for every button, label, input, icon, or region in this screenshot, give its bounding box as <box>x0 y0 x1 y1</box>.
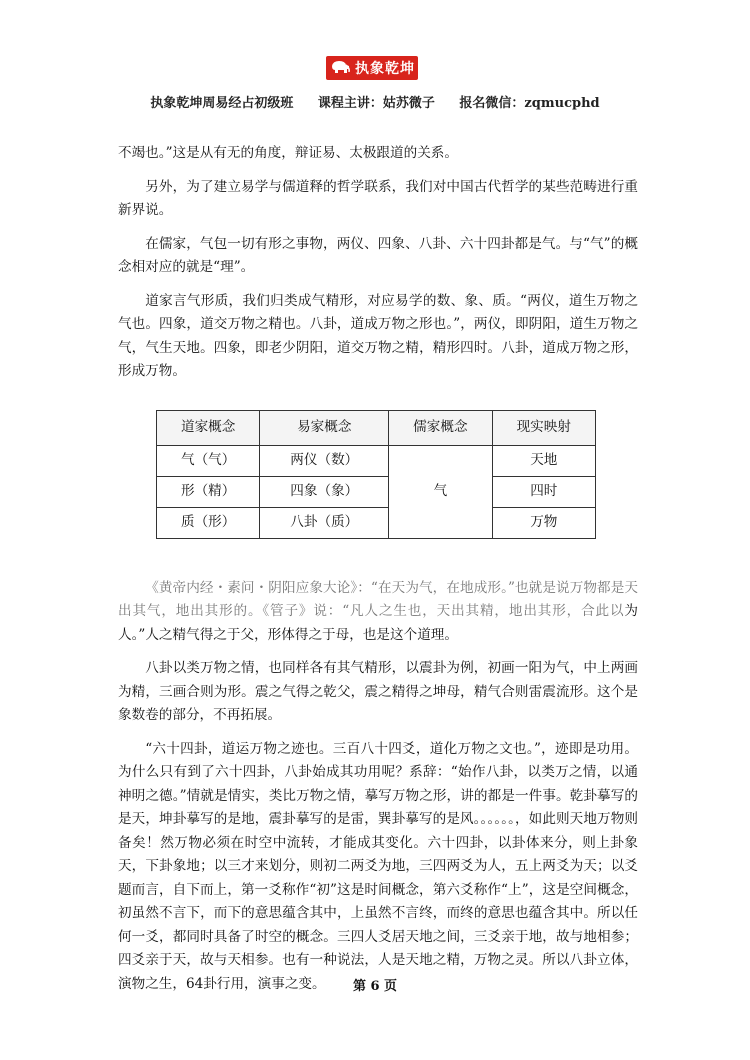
course-title: 执象乾坤周易经占初级班 <box>150 96 294 111</box>
paragraph: 八卦以类万物之情，也同样各有其气精形，以震卦为例，初画一阳为气，中上两画为精，三画合则为形。震之气得之乾父，震之精得之坤母，精气合则雷震流形。这个是象数卷的部分，不再拓展。 <box>118 660 638 723</box>
brand-logo <box>326 56 418 80</box>
table-header-cell: 现实映射 <box>492 410 595 445</box>
paragraph <box>118 577 638 648</box>
table-header-cell: 易家概念 <box>260 410 389 445</box>
page-header <box>0 92 750 111</box>
document-body <box>118 142 638 1006</box>
logo-text: 执象乾坤 <box>355 61 415 77</box>
page-number: 第 6 页 <box>352 979 398 994</box>
table-cell: 形（精） <box>157 476 260 507</box>
table-row <box>157 445 596 476</box>
table-cell: 天地 <box>492 445 595 476</box>
paragraph: 道家言气形质，我们归类成气精形，对应易学的数、象、质。“两仪，道生万物之气也。四象，道交万物之精也。八卦，道成万物之形也。”，两仪，即阴阳，道生万物之气，气生天地。四象，即老少阴阳，道交万物之精，精形四时。八卦，道成万物之形，形成万物。 <box>118 292 638 379</box>
elephant-icon <box>329 58 351 78</box>
table-cell: 四象（象） <box>260 476 389 507</box>
course-teacher: 课程主讲：姑苏微子 <box>317 96 435 111</box>
paragraph: “六十四卦，道运万物之迹也。三百八十四爻，道化万物之文也。”，迹即是功用。为什么只有到了六十四卦，八卦始成其功用呢？系辞：“始作八卦，以类万之情，以通神明之德。”情就是情实，类比万物之情，摹写万物之形，讲的都是一件事。乾卦摹写的是天，坤卦摹写的是地，震卦摹写的是雷，巽卦摹写的是风。。。。。。，如此则天地万物则备矣！然万物必须在时空中流转，才能成其变化。六十四卦，以卦体来分，则上卦象天，下卦象地；以三才来划分，则初二两爻为地，三四两爻为人，五上两爻为天；以爻题而言，自下而上，第一爻称作“初”这是时间概念，第六爻称作“上”，这是空间概念，初虽然不言下，而下的意思蕴含其中，上虽然不言终，而终的意思也蕴含其中。所以任何一爻，都同时具备了时空的概念。三四人爻居天地之间，三爻亲于地，故与地相参；四爻亲于天，故与天相参。也有一种说法，人是天地之精，万物之灵。所以八卦立体，演物之生，64卦行用，演事之变。 <box>118 740 638 992</box>
table-cell: 气（气） <box>157 445 260 476</box>
table-cell: 两仪（数） <box>260 445 389 476</box>
concept-table <box>156 410 596 539</box>
table-row <box>157 507 596 538</box>
table-merged-cell: 气 <box>389 445 492 538</box>
paragraph: 不竭也。”这是从有无的角度，辩证易、太极跟道的关系。 <box>118 145 458 161</box>
table-cell: 八卦（质） <box>260 507 389 538</box>
paragraph-text: 为人。”人之精气得之于父，形体得之于母，也是这个道理。 <box>118 603 638 643</box>
paragraph: 另外，为了建立易学与儒道释的哲学联系，我们对中国古代哲学的某些范畴进行重新界说。 <box>118 178 638 218</box>
course-wechat: 报名微信：zqmucphd <box>459 96 600 111</box>
table-cell: 万物 <box>492 507 595 538</box>
paragraph: 在儒家，气包一切有形之事物，两仪、四象、八卦、六十四卦都是气。与“气”的概念相对应的就是“理”。 <box>118 235 638 275</box>
table-header-cell: 道家概念 <box>157 410 260 445</box>
table-header-row <box>157 410 596 445</box>
table-row <box>157 476 596 507</box>
table-cell: 四时 <box>492 476 595 507</box>
quoted-text: 《黄帝内经・素问・阴阳应象大论》：“在天为气，在地成形。”也就是说万物都是天出其气，地出其形的。《管子》说：“凡人之生也，天出其精，地出其形，合此以 <box>118 579 638 619</box>
table-header-cell: 儒家概念 <box>389 410 492 445</box>
table-cell: 质（形） <box>157 507 260 538</box>
